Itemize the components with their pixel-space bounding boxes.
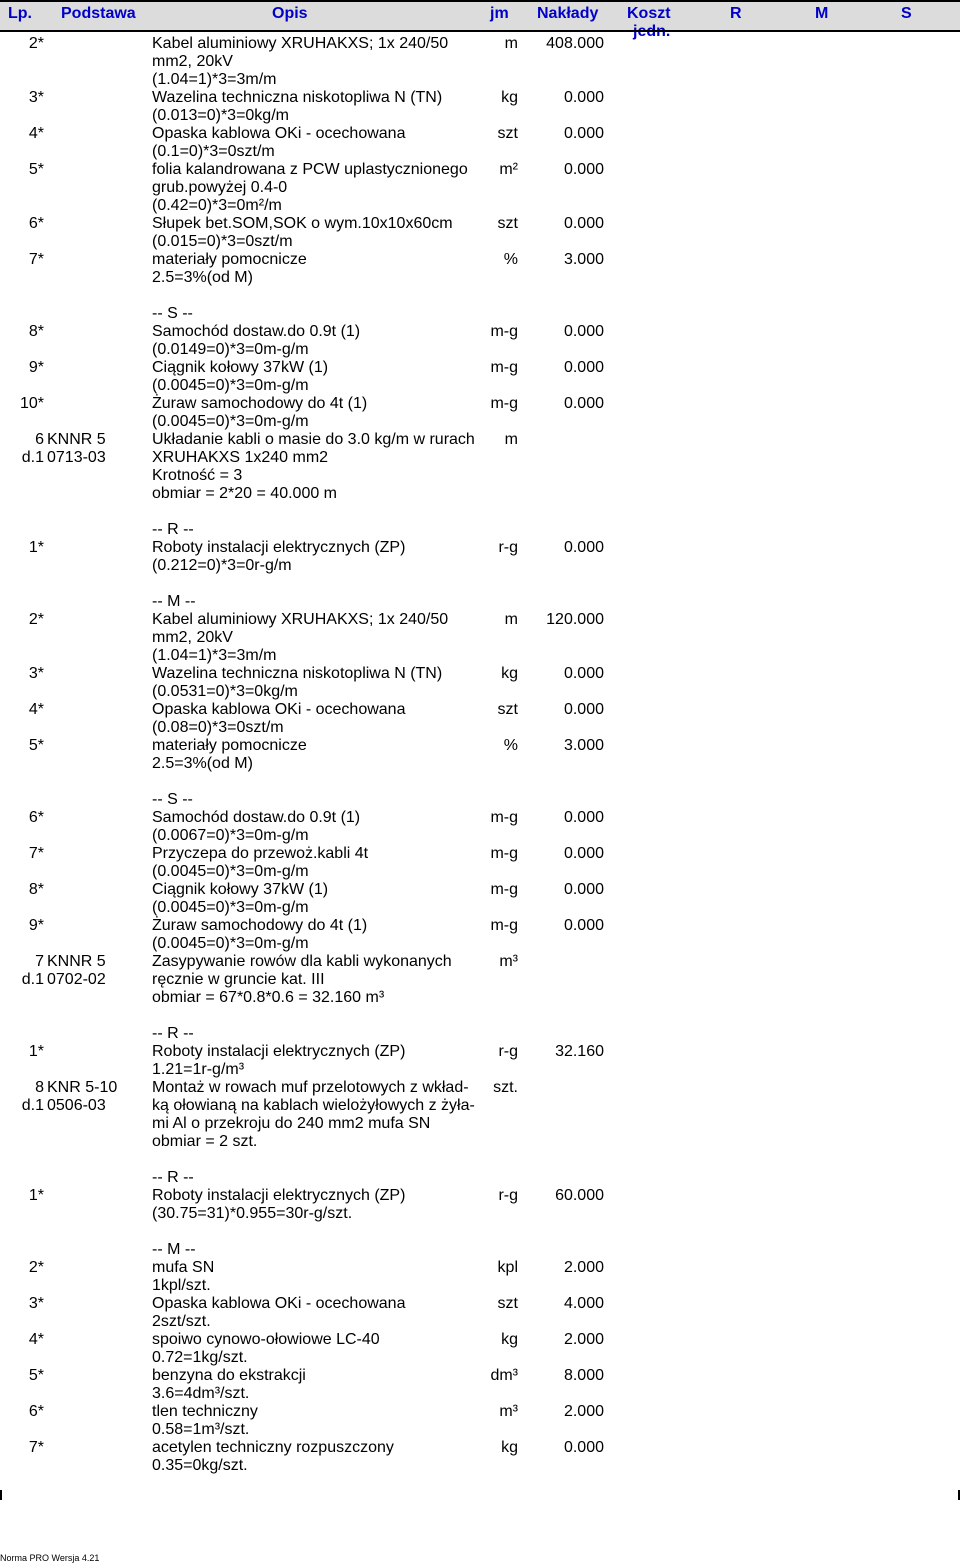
cell-jm: dm³ bbox=[490, 1367, 518, 1384]
cell-opis: -- S -- bbox=[152, 305, 193, 322]
cell-opis: Opaska kablowa OKi - ocechowana bbox=[152, 1295, 406, 1312]
cell-lp: d.1 bbox=[21, 449, 44, 466]
cell-opis: mm2, 20kV bbox=[152, 629, 233, 646]
cell-opis: obmiar = 2 szt. bbox=[152, 1133, 258, 1150]
cell-opis: 1kpl/szt. bbox=[152, 1277, 211, 1294]
cell-val: 0.000 bbox=[563, 359, 604, 376]
cell-val: 8.000 bbox=[563, 1367, 604, 1384]
cell-jm: m² bbox=[499, 161, 518, 178]
cell-jm: m-g bbox=[490, 395, 518, 412]
cell-opis: (0.0045=0)*3=0m-g/m bbox=[152, 935, 309, 952]
cell-lp: 9* bbox=[28, 359, 44, 376]
cell-val: 2.000 bbox=[563, 1259, 604, 1276]
cell-opis: Przyczepa do przewoż.kabli 4t bbox=[152, 845, 369, 862]
cell-val: 120.000 bbox=[546, 611, 604, 628]
cell-opis: Żuraw samochodowy do 4t (1) bbox=[152, 395, 368, 412]
cell-val: 0.000 bbox=[563, 125, 604, 142]
col-koszt: Koszt bbox=[627, 5, 671, 22]
cell-opis: grub.powyżej 0.4-0 bbox=[152, 179, 288, 196]
cell-opis: Samochód dostaw.do 0.9t (1) bbox=[152, 323, 361, 340]
cell-opis: (0.0045=0)*3=0m-g/m bbox=[152, 863, 309, 880]
cell-opis: Żuraw samochodowy do 4t (1) bbox=[152, 917, 368, 934]
cell-opis: mi Al o przekroju do 240 mm2 mufa SN bbox=[152, 1115, 431, 1132]
cell-jm: m-g bbox=[490, 917, 518, 934]
cell-jm: m-g bbox=[490, 359, 518, 376]
cell-opis: -- R -- bbox=[152, 521, 194, 538]
cell-opis: Montaż w rowach muf przelotowych z wkład- bbox=[152, 1079, 469, 1096]
cell-opis: (0.0531=0)*3=0kg/m bbox=[152, 683, 298, 700]
cell-val: 60.000 bbox=[555, 1187, 604, 1204]
cell-val: 2.000 bbox=[563, 1403, 604, 1420]
cell-jm: r-g bbox=[498, 539, 518, 556]
cell-val: 0.000 bbox=[563, 215, 604, 232]
cell-pod: 0702-02 bbox=[47, 971, 106, 988]
cell-opis: (1.04=1)*3=3m/m bbox=[152, 71, 277, 88]
header-top-rule bbox=[0, 0, 960, 2]
cell-opis: spoiwo cynowo-ołowiowe LC-40 bbox=[152, 1331, 380, 1348]
cell-opis: (0.1=0)*3=0szt/m bbox=[152, 143, 275, 160]
cell-lp: 6* bbox=[28, 215, 44, 232]
cell-pod: 0713-03 bbox=[47, 449, 106, 466]
table-header bbox=[0, 0, 960, 31]
cell-opis: (30.75=31)*0.955=30r-g/szt. bbox=[152, 1205, 353, 1222]
col-s: S bbox=[901, 5, 912, 22]
cell-val: 408.000 bbox=[546, 35, 604, 52]
cell-opis: Krotność = 3 bbox=[152, 467, 243, 484]
cell-opis: materiały pomocnicze bbox=[152, 251, 307, 268]
cell-opis: (0.08=0)*3=0szt/m bbox=[152, 719, 284, 736]
cell-lp: 9* bbox=[28, 917, 44, 934]
cell-opis: 2szt/szt. bbox=[152, 1313, 211, 1330]
cell-lp: 7* bbox=[28, 1439, 44, 1456]
cell-opis: (1.04=1)*3=3m/m bbox=[152, 647, 277, 664]
cell-opis: (0.013=0)*3=0kg/m bbox=[152, 107, 289, 124]
cell-opis: (0.0067=0)*3=0m-g/m bbox=[152, 827, 309, 844]
cell-lp: 4* bbox=[28, 125, 44, 142]
cell-opis: Wazelina techniczna niskotopliwa N (TN) bbox=[152, 89, 443, 106]
cell-jm: kg bbox=[501, 89, 518, 106]
cell-lp: 8 bbox=[35, 1079, 44, 1096]
col-opis: Opis bbox=[272, 5, 308, 22]
cell-pod: KNR 5-10 bbox=[47, 1079, 118, 1096]
cell-lp: 1* bbox=[28, 1043, 44, 1060]
cell-val: 0.000 bbox=[563, 665, 604, 682]
cell-opis: Samochód dostaw.do 0.9t (1) bbox=[152, 809, 361, 826]
cell-opis: 2.5=3%(od M) bbox=[152, 269, 253, 286]
cell-val: 0.000 bbox=[563, 89, 604, 106]
col-r: R bbox=[730, 5, 742, 22]
cell-jm: r-g bbox=[498, 1187, 518, 1204]
cell-opis: Roboty instalacji elektrycznych (ZP) bbox=[152, 1043, 406, 1060]
cell-opis: Układanie kabli o masie do 3.0 kg/m w rurach bbox=[152, 431, 475, 448]
cell-val: 0.000 bbox=[563, 161, 604, 178]
cell-opis: Kabel aluminiowy XRUHAKXS; 1x 240/50 bbox=[152, 35, 449, 52]
cell-jm: m bbox=[504, 431, 518, 448]
cell-lp: 1* bbox=[28, 1187, 44, 1204]
cell-lp: 4* bbox=[28, 1331, 44, 1348]
cell-jm: szt. bbox=[493, 1079, 518, 1096]
cell-opis: Ciągnik kołowy 37kW (1) bbox=[152, 881, 329, 898]
cell-val: 4.000 bbox=[563, 1295, 604, 1312]
cell-lp: 7 bbox=[35, 953, 44, 970]
cell-val: 0.000 bbox=[563, 845, 604, 862]
cell-lp: 3* bbox=[28, 665, 44, 682]
cell-lp: 6* bbox=[28, 809, 44, 826]
cell-val: 0.000 bbox=[563, 1439, 604, 1456]
header-bottom-rule bbox=[0, 30, 960, 32]
cell-opis: (0.42=0)*3=0m²/m bbox=[152, 197, 282, 214]
cell-jm: kg bbox=[501, 1439, 518, 1456]
cell-val: 0.000 bbox=[563, 809, 604, 826]
cell-jm: m³ bbox=[499, 953, 518, 970]
cell-opis: -- R -- bbox=[152, 1169, 194, 1186]
cell-opis: Ciągnik kołowy 37kW (1) bbox=[152, 359, 329, 376]
cell-opis: Opaska kablowa OKi - ocechowana bbox=[152, 125, 406, 142]
cell-jm: m-g bbox=[490, 809, 518, 826]
cell-val: 0.000 bbox=[563, 881, 604, 898]
cell-val: 32.160 bbox=[555, 1043, 604, 1060]
cell-jm: szt bbox=[497, 1295, 518, 1312]
cell-lp: 4* bbox=[28, 701, 44, 718]
cell-opis: obmiar = 2*20 = 40.000 m bbox=[152, 485, 338, 502]
cell-lp: 6* bbox=[28, 1403, 44, 1420]
cell-jm: m bbox=[504, 35, 518, 52]
cell-opis: Roboty instalacji elektrycznych (ZP) bbox=[152, 539, 406, 556]
cell-opis: folia kalandrowana z PCW uplastycznionego bbox=[152, 161, 468, 178]
col-lp: Lp. bbox=[8, 5, 32, 22]
cell-opis: 2.5=3%(od M) bbox=[152, 755, 253, 772]
cell-opis: mufa SN bbox=[152, 1259, 215, 1276]
cell-jm: kg bbox=[501, 665, 518, 682]
cell-pod: 0506-03 bbox=[47, 1097, 106, 1114]
cell-opis: ręcznie w gruncie kat. III bbox=[152, 971, 325, 988]
cell-opis: mm2, 20kV bbox=[152, 53, 233, 70]
cell-jm: szt bbox=[497, 215, 518, 232]
cell-opis: -- M -- bbox=[152, 1241, 196, 1258]
left-border bbox=[0, 1490, 2, 1500]
cell-lp: 3* bbox=[28, 89, 44, 106]
cell-lp: 7* bbox=[28, 251, 44, 268]
cell-pod: KNNR 5 bbox=[47, 431, 106, 448]
cell-lp: 2* bbox=[28, 35, 44, 52]
cell-opis: Opaska kablowa OKi - ocechowana bbox=[152, 701, 406, 718]
cell-lp: 3* bbox=[28, 1295, 44, 1312]
cell-lp: 5* bbox=[28, 161, 44, 178]
cell-opis: Roboty instalacji elektrycznych (ZP) bbox=[152, 1187, 406, 1204]
cell-opis: Wazelina techniczna niskotopliwa N (TN) bbox=[152, 665, 443, 682]
cell-jm: m-g bbox=[490, 323, 518, 340]
cell-opis: 0.58=1m³/szt. bbox=[152, 1421, 250, 1438]
cell-jm: % bbox=[503, 737, 518, 754]
cell-jm: m-g bbox=[490, 845, 518, 862]
cell-lp: 8* bbox=[28, 881, 44, 898]
cell-lp: 1* bbox=[28, 539, 44, 556]
cell-jm: m bbox=[504, 611, 518, 628]
cell-val: 3.000 bbox=[563, 251, 604, 268]
cell-val: 0.000 bbox=[563, 539, 604, 556]
cell-lp: d.1 bbox=[21, 1097, 44, 1114]
cell-pod: KNNR 5 bbox=[47, 953, 106, 970]
cell-lp: 5* bbox=[28, 737, 44, 754]
col-jm: jm bbox=[490, 5, 509, 22]
col-podstawa: Podstawa bbox=[61, 5, 136, 22]
cell-opis: obmiar = 67*0.8*0.6 = 32.160 m³ bbox=[152, 989, 385, 1006]
cell-opis: (0.0045=0)*3=0m-g/m bbox=[152, 413, 309, 430]
cell-opis: XRUHAKXS 1x240 mm2 bbox=[152, 449, 329, 466]
cell-jm: r-g bbox=[498, 1043, 518, 1060]
cell-jm: kpl bbox=[497, 1259, 518, 1276]
cell-jm: kg bbox=[501, 1331, 518, 1348]
cell-opis: 1.21=1r-g/m³ bbox=[152, 1061, 245, 1078]
cell-opis: tlen techniczny bbox=[152, 1403, 258, 1420]
cell-val: 0.000 bbox=[563, 917, 604, 934]
cell-opis: acetylen techniczny rozpuszczony bbox=[152, 1439, 394, 1456]
cell-val: 0.000 bbox=[563, 323, 604, 340]
cell-lp: 8* bbox=[28, 323, 44, 340]
cell-opis: 0.35=0kg/szt. bbox=[152, 1457, 248, 1474]
cell-opis: (0.0045=0)*3=0m-g/m bbox=[152, 899, 309, 916]
cell-lp: 5* bbox=[28, 1367, 44, 1384]
col-koszt-jedn bbox=[633, 23, 670, 41]
cell-opis: Zasypywanie rowów dla kabli wykonanych bbox=[152, 953, 452, 970]
cell-jm: szt bbox=[497, 125, 518, 142]
cell-lp: 2* bbox=[28, 611, 44, 628]
cell-opis: (0.0045=0)*3=0m-g/m bbox=[152, 377, 309, 394]
cell-jm: % bbox=[503, 251, 518, 268]
cell-opis: -- R -- bbox=[152, 1025, 194, 1042]
cell-opis: Słupek bet.SOM,SOK o wym.10x10x60cm bbox=[152, 215, 453, 232]
cell-lp: 2* bbox=[28, 1259, 44, 1276]
cell-val: 2.000 bbox=[563, 1331, 604, 1348]
footer-version: Norma PRO Wersja 4.21 bbox=[0, 1553, 100, 1563]
cell-opis: Kabel aluminiowy XRUHAKXS; 1x 240/50 bbox=[152, 611, 449, 628]
cell-opis: -- S -- bbox=[152, 791, 193, 808]
cell-jm: m³ bbox=[499, 1403, 518, 1420]
cell-val: 0.000 bbox=[563, 395, 604, 412]
cell-opis: (0.0149=0)*3=0m-g/m bbox=[152, 341, 309, 358]
cell-opis: benzyna do ekstrakcji bbox=[152, 1367, 306, 1384]
cell-jm: szt bbox=[497, 701, 518, 718]
cell-lp: d.1 bbox=[21, 971, 44, 988]
cell-lp: 10* bbox=[19, 395, 44, 412]
cell-opis: 3.6=4dm³/szt. bbox=[152, 1385, 250, 1402]
cell-val: 0.000 bbox=[563, 701, 604, 718]
col-naklady: Nakłady bbox=[537, 5, 599, 22]
cell-lp: 7* bbox=[28, 845, 44, 862]
cell-jm: m-g bbox=[490, 881, 518, 898]
cell-lp: 6 bbox=[35, 431, 44, 448]
cell-val: 3.000 bbox=[563, 737, 604, 754]
cell-opis: -- M -- bbox=[152, 593, 196, 610]
cell-opis: (0.015=0)*3=0szt/m bbox=[152, 233, 293, 250]
cell-opis: 0.72=1kg/szt. bbox=[152, 1349, 248, 1366]
cell-opis: materiały pomocnicze bbox=[152, 737, 307, 754]
col-m: M bbox=[815, 5, 829, 22]
cell-opis: (0.212=0)*3=0r-g/m bbox=[152, 557, 292, 574]
cell-opis: ką ołowianą na kablach wielożyłowych z żyła- bbox=[152, 1097, 475, 1114]
